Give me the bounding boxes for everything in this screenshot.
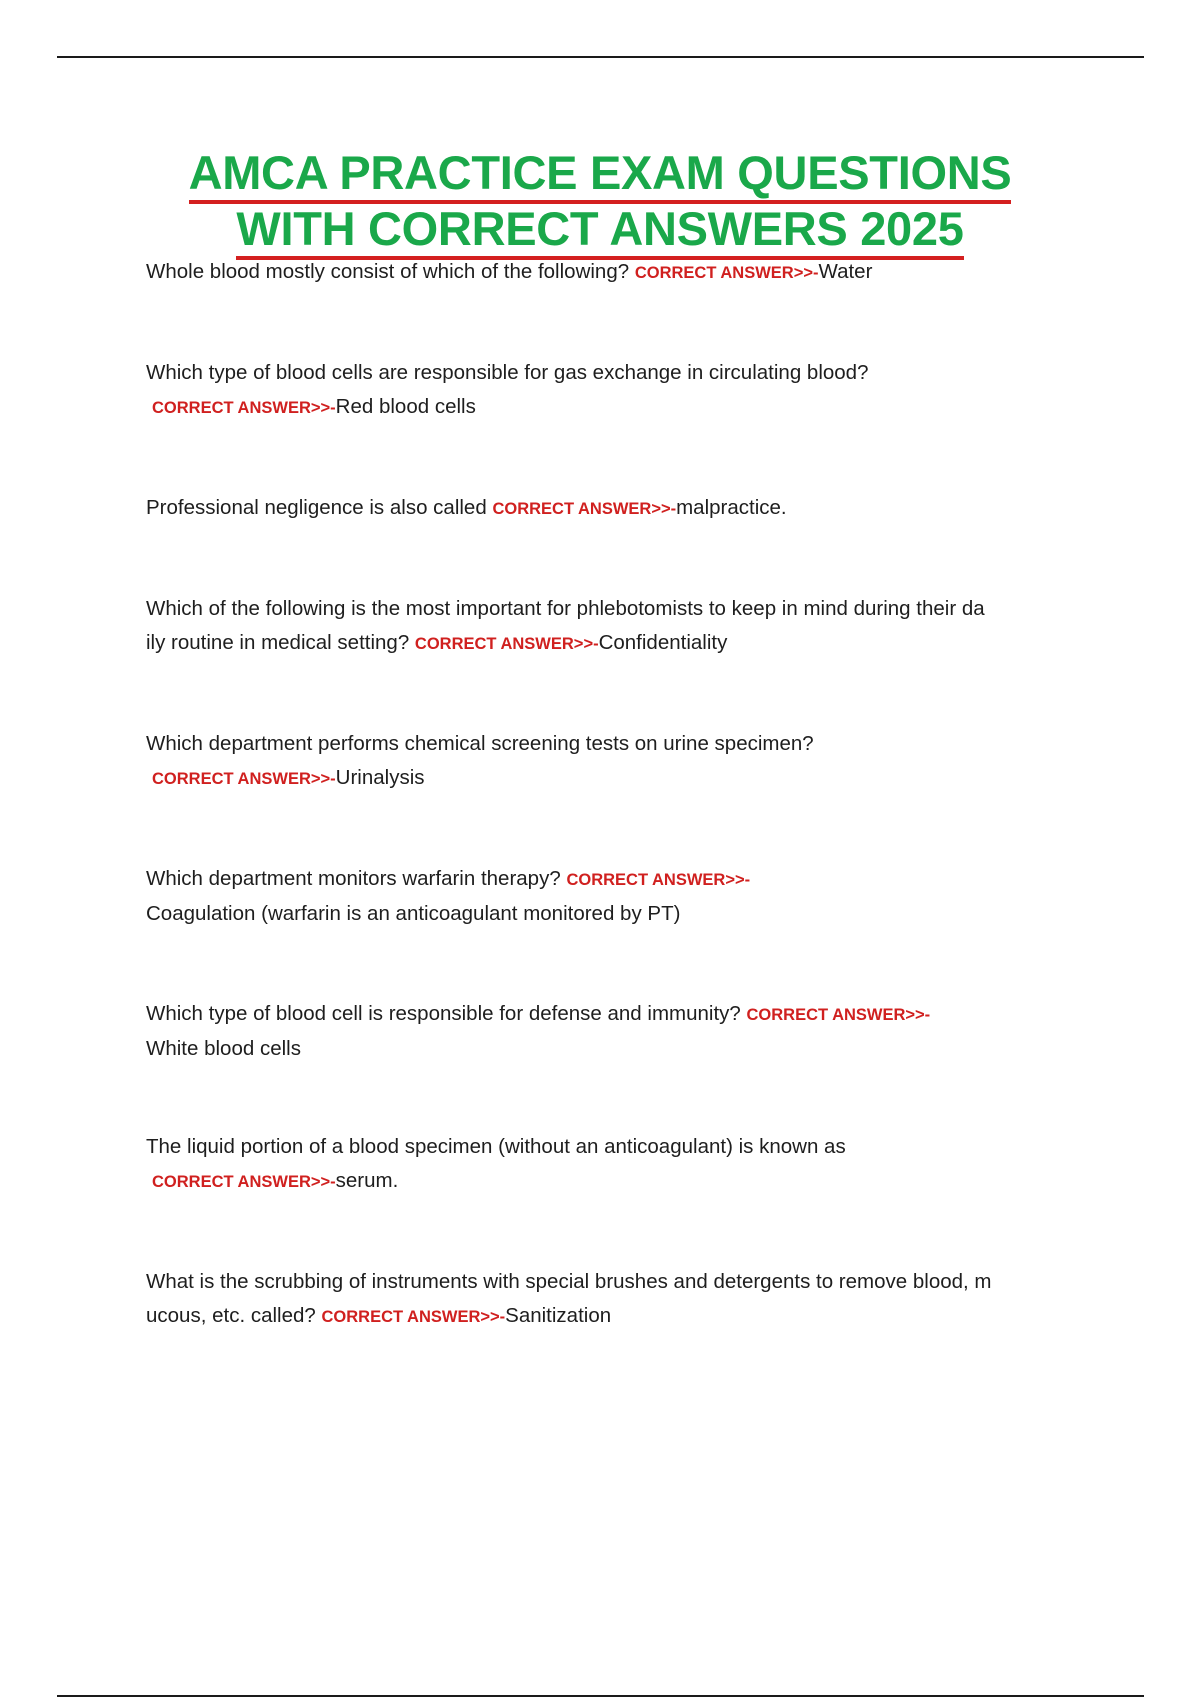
- question-text: Professional negligence is also called: [146, 496, 493, 519]
- answer-text: serum.: [335, 1169, 399, 1192]
- correct-answer-label: CORRECT ANSWER>>-: [321, 1308, 506, 1326]
- answer-text: White blood cells: [146, 1037, 301, 1060]
- correct-answer-label: CORRECT ANSWER>>-: [492, 500, 677, 518]
- qa-item-2: [146, 356, 1086, 425]
- correct-answer-label: CORRECT ANSWER>>-: [152, 1173, 336, 1191]
- answer-text: Sanitization: [505, 1304, 612, 1327]
- title-line-2: WITH CORRECT ANSWERS 2025: [236, 202, 963, 260]
- correct-answer-label: CORRECT ANSWER>>-: [414, 635, 599, 653]
- question-text: What is the scrubbing of instruments with special brushes and detergents to remove blood, m: [146, 1270, 992, 1293]
- answer-text: Confidentiality: [598, 631, 728, 654]
- correct-answer-label: CORRECT ANSWER>>-: [566, 871, 751, 889]
- correct-answer-label: CORRECT ANSWER>>-: [152, 399, 336, 417]
- qa-item-5: [146, 727, 1086, 796]
- correct-answer-label: CORRECT ANSWER>>-: [746, 1006, 931, 1024]
- bottom-rule: [57, 1695, 1144, 1697]
- question-text-continued: ily routine in medical setting?: [146, 631, 415, 654]
- question-text-continued: ucous, etc. called?: [146, 1304, 322, 1327]
- question-text: The liquid portion of a blood specimen (without an anticoagulant) is known as: [146, 1135, 846, 1158]
- qa-item-6: [146, 862, 1086, 931]
- qa-item-1: [146, 255, 1086, 290]
- qa-item-9: [146, 1265, 1086, 1334]
- question-text: Which of the following is the most important for phlebotomists to keep in mind during their da: [146, 597, 985, 620]
- question-text: Whole blood mostly consist of which of the following?: [146, 260, 635, 283]
- qa-item-8: [146, 1130, 1086, 1199]
- correct-answer-label: CORRECT ANSWER>>-: [152, 770, 336, 788]
- question-text: Which department performs chemical screening tests on urine specimen?: [146, 732, 814, 755]
- question-text: Which type of blood cell is responsible for defense and immunity?: [146, 1002, 747, 1025]
- question-text: Which type of blood cells are responsible for gas exchange in circulating blood?: [146, 361, 869, 384]
- document-title: [0, 146, 1200, 258]
- title-line-1: AMCA PRACTICE EXAM QUESTIONS: [189, 146, 1012, 204]
- top-rule: [57, 56, 1144, 58]
- qa-item-3: [146, 491, 1086, 526]
- qa-item-4: [146, 592, 1086, 661]
- correct-answer-label: CORRECT ANSWER>>-: [634, 264, 819, 282]
- answer-text: Water: [818, 260, 873, 283]
- answer-text: Coagulation (warfarin is an anticoagulant monitored by PT): [146, 902, 681, 925]
- answer-text: malpractice.: [676, 496, 787, 519]
- question-text: Which department monitors warfarin therapy?: [146, 867, 567, 890]
- answer-text: Urinalysis: [335, 766, 425, 789]
- qa-item-7: [146, 997, 1086, 1066]
- answer-text: Red blood cells: [335, 395, 476, 418]
